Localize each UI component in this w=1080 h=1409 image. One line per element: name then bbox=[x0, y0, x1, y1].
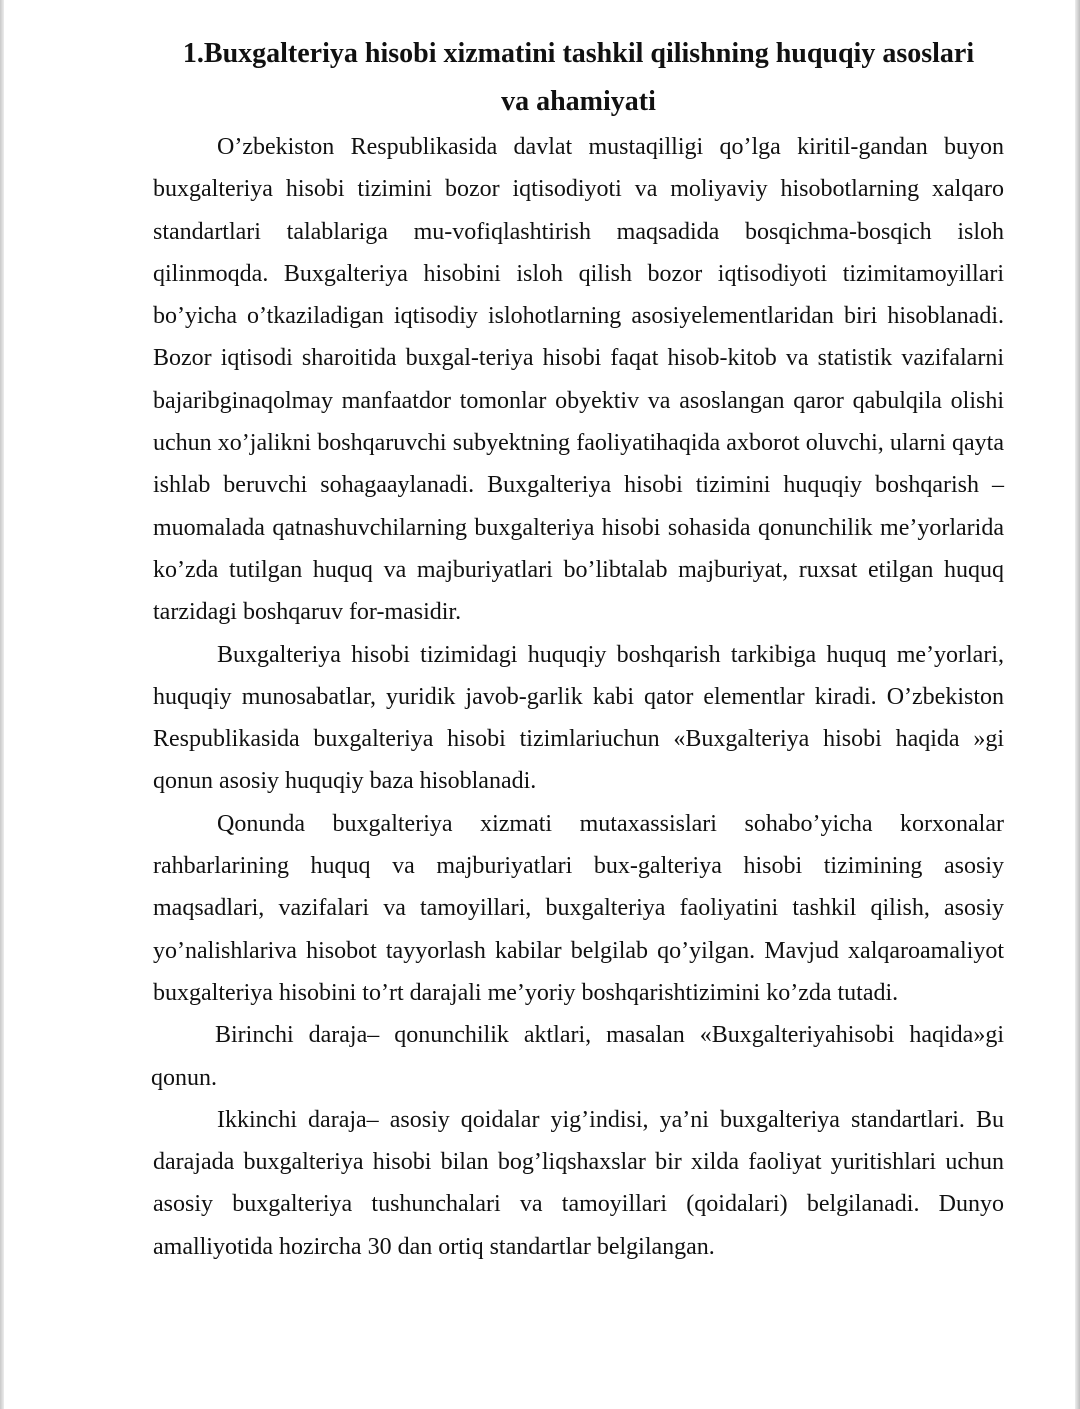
page-edge-right bbox=[1075, 0, 1080, 1409]
document-page bbox=[153, 30, 1004, 1268]
title-line-1: 1.Buxgalteriya hisobi xizmatini tashkil qilishning huquqiy asoslari bbox=[182, 38, 975, 69]
paragraph-5: Ikkinchi daraja– asosiy qoidalar yig’indisi, ya’ni buxgalteriya standartlari. Bu darajada buxgalteriya hisobi bilan bog’liqshaxslar bir xilda faoliyat yuritishlari uchun asosiy buxgalteriya tushunchalari va tamoyillari (qoidalari) belgilanadi. Dunyo amalliyotida hozircha 30 dan ortiq standartlar belgilangan. bbox=[153, 1106, 1004, 1260]
document-title bbox=[123, 30, 1034, 126]
paragraph-2: Buxgalteriya hisobi tizimidagi huquqiy boshqarish tarkibiga huquq me’yorlari, huquqiy munosabatlar, yuridik javob-garlik kabi qator elementlar kiradi. O’zbekiston Respublikasida buxgalteriya hisobi tizimlariuchun «Buxgalteriya hisobi haqida »gi qonun asosiy huquqiy baza hisoblanadi. bbox=[153, 641, 1004, 795]
title-line-2: va ahamiyati bbox=[501, 86, 656, 117]
paragraph-4: Birinchi daraja– qonunchilik aktlari, masalan «Buxgalteriyahisobi haqida»gi qonun. bbox=[151, 1022, 1004, 1091]
paragraph-3: Qonunda buxgalteriya xizmati mutaxassislari sohabo’yicha korxonalar rahbarlarining huquq va majburiyatlari bux-galteriya hisobi tizimining asosiy maqsadlari, vazifalari va tamoyillari, buxgalteriya faoliyatini tashkil qilish, asosiy yo’nalishlariva hisobot tayyorlash kabilar belgilab qo’yilgan. Mavjud xalqaroamaliyot buxgalteriya hisobini to’rt darajali me’yoriy boshqarishtizimini ko’zda tutadi. bbox=[153, 810, 1004, 1006]
page-edge-left bbox=[0, 0, 4, 1409]
paragraph-1: O’zbekiston Respublikasida davlat mustaqilligi qo’lga kiritil-gandan buyon buxgalteriya hisobi tizimini bozor iqtisodiyoti va moliyaviy hisobotlarning xalqaro standartlari talablariga mu-vofiqlashtirish maqsadida bosqichma-bosqich isloh qilinmoqda. Buxgalteriya hisobini isloh qilish bozor iqtisodiyoti tizimitamoyillari bo’yicha o’tkaziladigan iqtisodiy islohotlarning asosiyelementlaridan biri hisoblanadi. Bozor iqtisodi sharoitida buxgal-teriya hisobi faqat hisob-kitob va statistik vazifalarni bajaribginaqolmay manfaatdor tomonlar obyektiv va asoslangan qaror qabulqila olishi uchun xo’jalikni boshqaruvchi subyektning faoliyatihaqida axborot oluvchi, ularni qayta ishlab beruvchi sohagaaylanadi. Buxgalteriya hisobi tizimini huquqiy boshqarish – muomalada qatnashuvchilarning buxgalteriya hisobi sohasida qonunchilik me’yorlarida ko’zda tutilgan huquq va majburiyatlari bo’libtalab majburiyat, ruxsat etilgan huquq tarzidagi boshqaruv for-masidir. bbox=[153, 134, 1004, 626]
